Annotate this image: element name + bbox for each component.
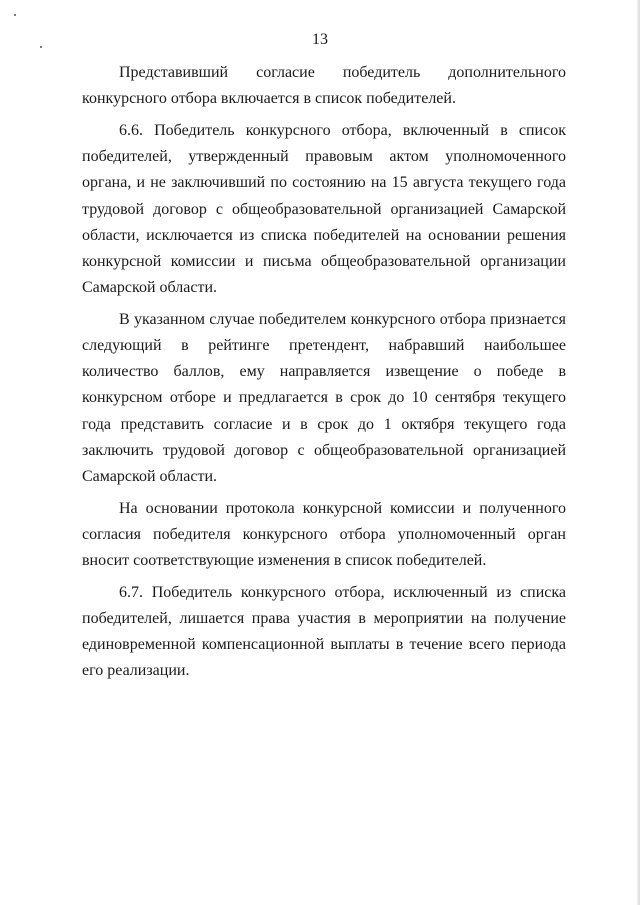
paragraph-protocol-changes: На основании протокола конкурсной комиссии и полученного согласия победителя конкурсного отбора уполномоченный орган вносит соответствующие изменения в список победителей. <box>82 499 566 570</box>
paragraph-6-7: 6.7. Победитель конкурсного отбора, исключенный из списка победителей, лишается права участия в мероприятии на получение единовременной компенсационной выплаты в течение всего периода его реализации. <box>82 583 566 680</box>
paragraph-6-6: 6.6. Победитель конкурсного отбора, включенный в список победителей, утвержденный правовым актом уполномоченного органа, и не заключивший по состоянию на 15 августа текущего года трудовой договор с общеобразовательной организацией Самарской области, исключается из списка победителей на основании решения конкурсной комиссии и письма общеобразовательной организации Самарской области. <box>82 121 566 297</box>
page-number: 13 <box>312 31 328 48</box>
paragraph-winner-included: Представивший согласие победитель дополнительного конкурсного отбора включается в список победителей. <box>82 64 566 108</box>
document-body <box>82 60 566 685</box>
paragraph-next-in-rating: В указанном случае победителем конкурсного отбора признается следующий в рейтинге претендент, набравший наибольшее количество баллов, ему направляется извещение о победе в конкурсном отборе и предлагается в срок до 10 сентября текущего года представить согласие и в срок до 1 октября текущего года заключить трудовой договор с общеобразовательной организацией Самарской области. <box>82 310 566 486</box>
scan-speck <box>14 14 16 16</box>
